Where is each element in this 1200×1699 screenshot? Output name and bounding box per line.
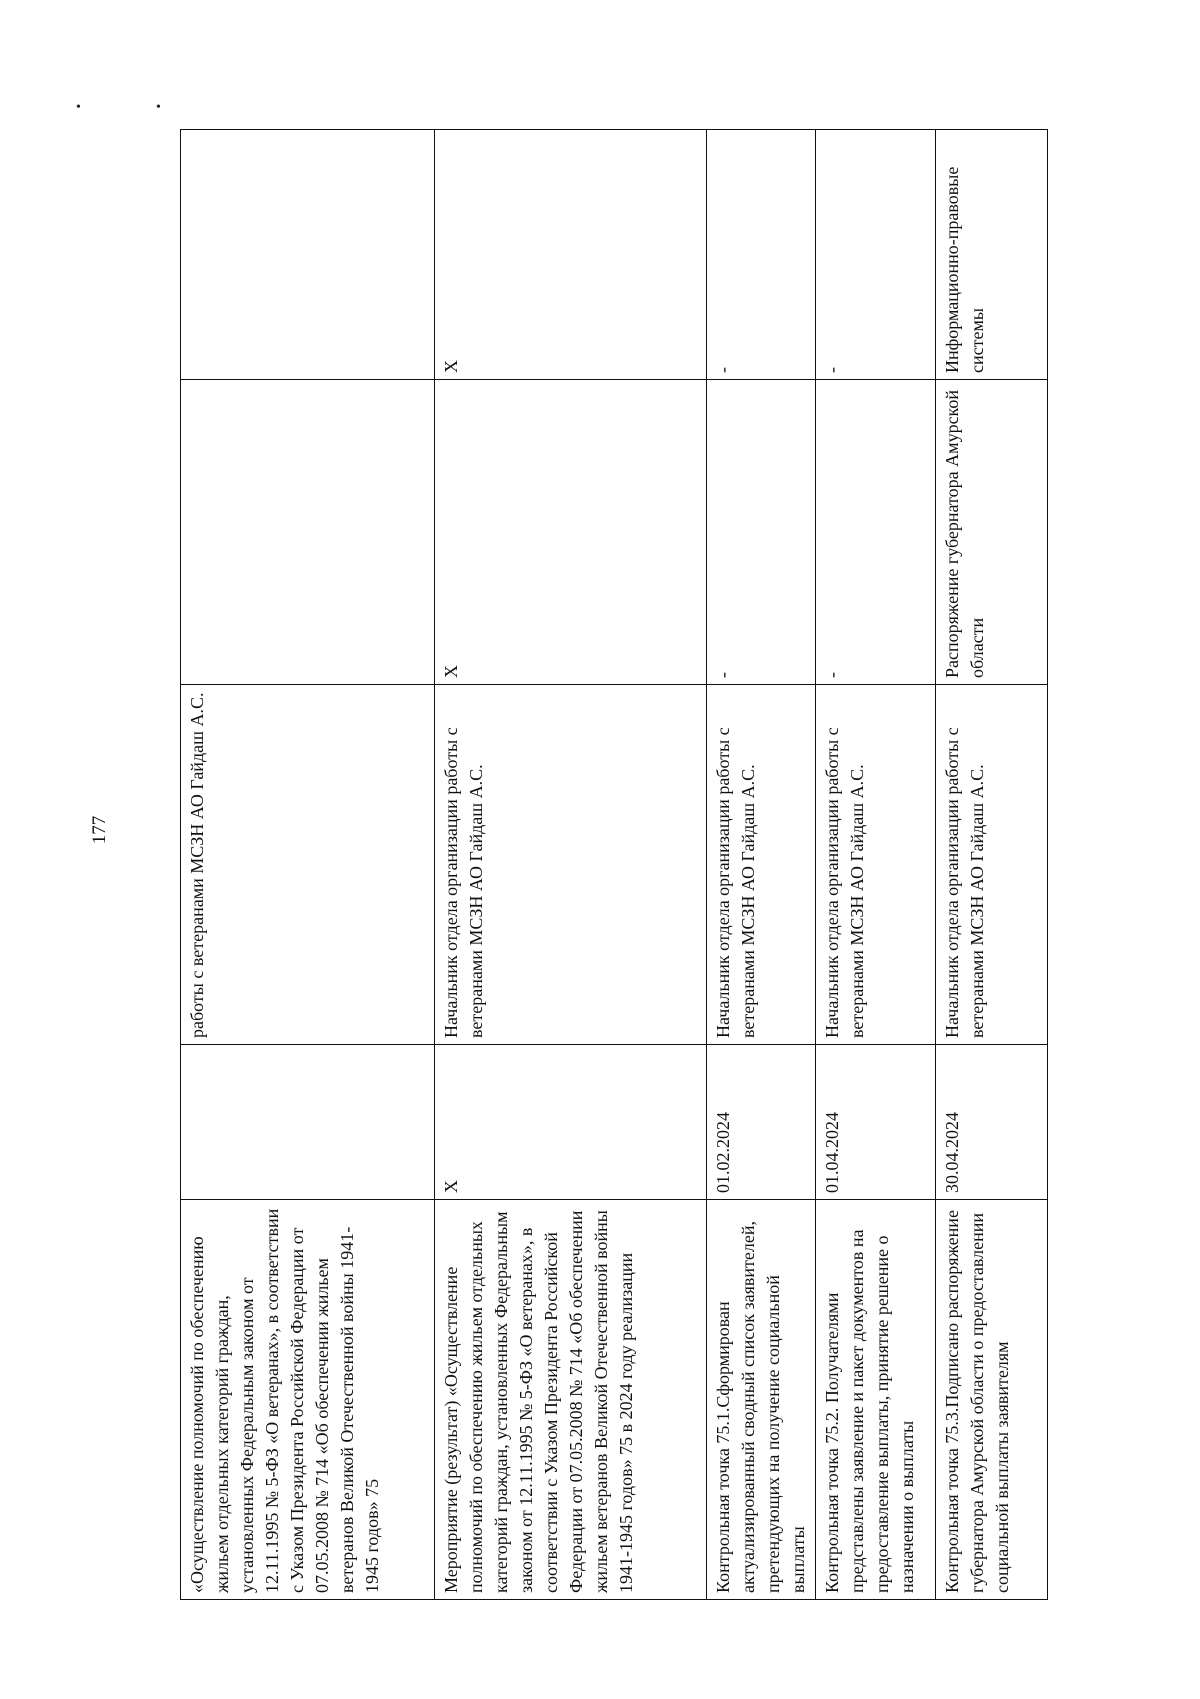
table-row bbox=[181, 130, 435, 1600]
scan-speck: • bbox=[76, 100, 81, 115]
system-cell: Информационно-правовые системы bbox=[936, 130, 1048, 380]
responsible-cell: Начальник отдела организации работы с ветеранами МСЗН АО Гайдаш А.С. bbox=[707, 685, 816, 1045]
document-table bbox=[180, 129, 1048, 1600]
document-table-rotated bbox=[180, 130, 1040, 1600]
table-row bbox=[816, 130, 936, 1600]
document-cell: - bbox=[816, 380, 936, 685]
responsible-cell: работы с ветеранами МСЗН АО Гайдаш А.С. bbox=[181, 685, 435, 1045]
responsible-cell: Начальник отдела организации работы с ветеранами МСЗН АО Гайдаш А.С. bbox=[435, 685, 707, 1045]
system-cell: - bbox=[816, 130, 936, 380]
system-cell bbox=[181, 130, 435, 380]
page-number: 177 bbox=[89, 815, 110, 845]
date-cell bbox=[181, 1045, 435, 1200]
document-cell: X bbox=[435, 380, 707, 685]
date-cell: 01.02.2024 bbox=[707, 1045, 816, 1200]
document-cell bbox=[181, 380, 435, 685]
table-row bbox=[707, 130, 816, 1600]
date-cell: 01.04.2024 bbox=[816, 1045, 936, 1200]
event-cell: Контрольная точка 75.2. Получателями представлены заявление и пакет документов на предоставление выплаты, принятие решение о назначении о выплаты bbox=[816, 1200, 936, 1600]
document-cell: - bbox=[707, 380, 816, 685]
table-row bbox=[936, 130, 1048, 1600]
event-cell: Контрольная точка 75.1.Сформирован актуализированный сводный список заявителей, претендующих на получение социальной выплаты bbox=[707, 1200, 816, 1600]
date-cell: X bbox=[435, 1045, 707, 1200]
event-cell: Контрольная точка 75.3.Подписано распоряжение губернатора Амурской области о предоставлении социальной выплаты заявителям bbox=[936, 1200, 1048, 1600]
scan-specks bbox=[60, 100, 180, 120]
system-cell: - bbox=[707, 130, 816, 380]
scan-speck: • bbox=[156, 100, 161, 115]
event-cell: «Осуществление полномочий по обеспечению жильем отдельных категорий граждан, установленных Федеральным законом от 12.11.1995 № 5-ФЗ «О ветеранах», в соответствии с Указом Президента Российской Федерации от 07.05.2008 № 714 «Об обеспечении жильем ветеранов Великой Отечественной войны 1941-1945 годов» 75 bbox=[181, 1200, 435, 1600]
table-row bbox=[435, 130, 707, 1600]
document-cell: Распоряжение губернатора Амурской области bbox=[936, 380, 1048, 685]
responsible-cell: Начальник отдела организации работы с ветеранами МСЗН АО Гайдаш А.С. bbox=[816, 685, 936, 1045]
date-cell: 30.04.2024 bbox=[936, 1045, 1048, 1200]
responsible-cell: Начальник отдела организации работы с ветеранами МСЗН АО Гайдаш А.С. bbox=[936, 685, 1048, 1045]
event-cell: Мероприятие (результат) «Осуществление полномочий по обеспечению жильем отдельных категорий граждан, установленных Федеральным законом от 12.11.1995 № 5-ФЗ «О ветеранах», в соответствии с Указом Президента Российской Федерации от 07.05.2008 № 714 «Об обеспечении жильем ветеранов Великой Отечественной войны 1941-1945 годов» 75 в 2024 году реализации bbox=[435, 1200, 707, 1600]
system-cell: X bbox=[435, 130, 707, 380]
